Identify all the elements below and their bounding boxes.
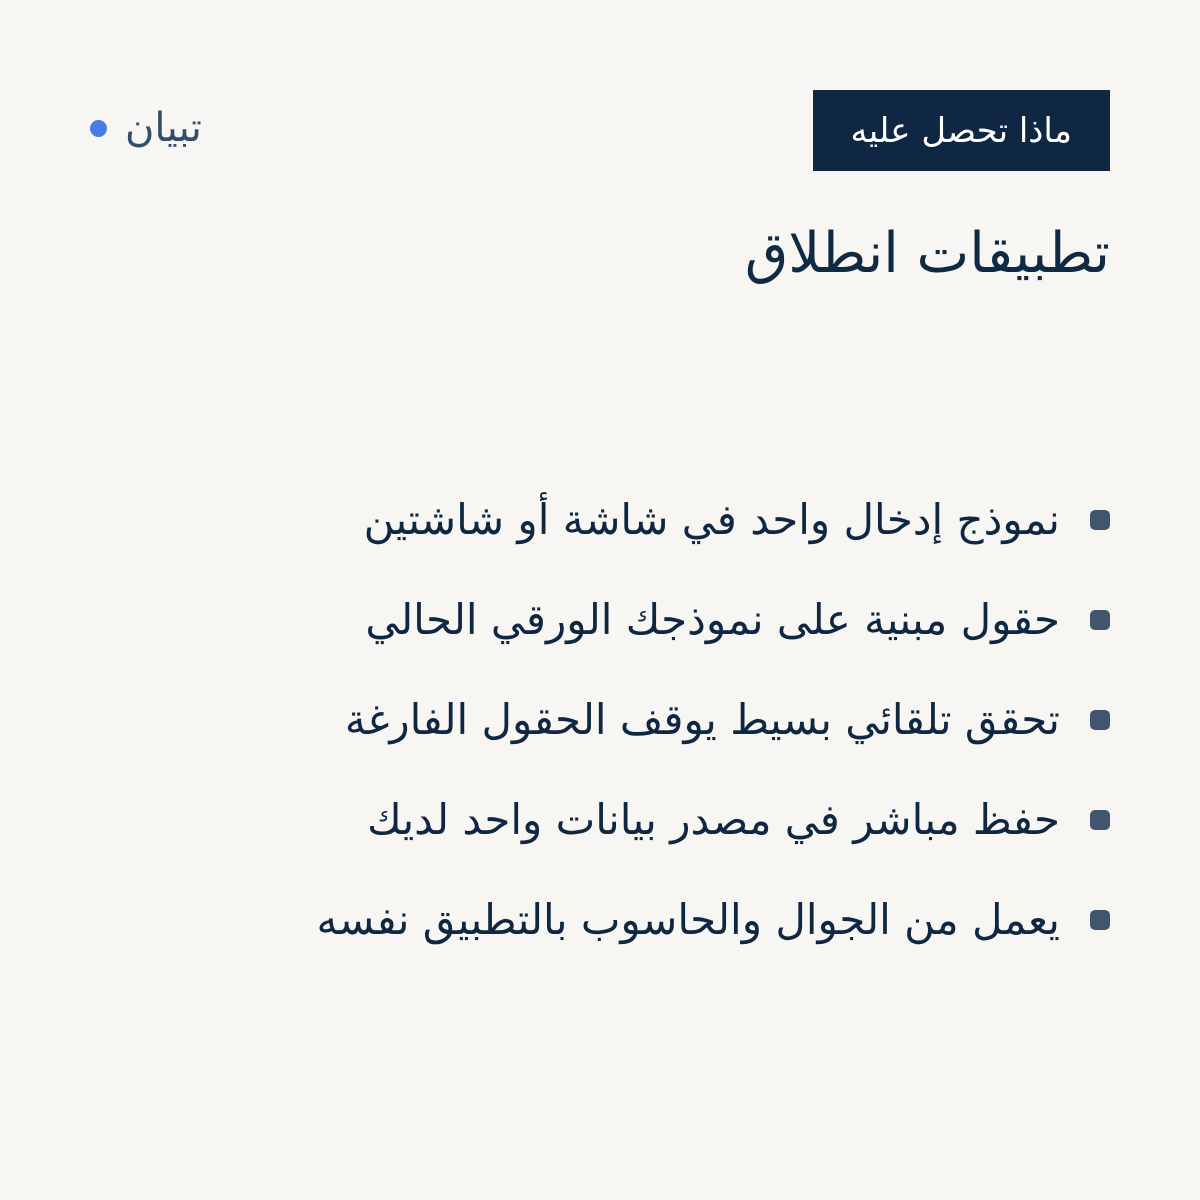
dot-icon	[90, 120, 107, 137]
feature-item	[90, 570, 1110, 670]
square-bullet-icon	[1090, 810, 1110, 830]
brand	[90, 105, 202, 151]
section-badge	[813, 90, 1110, 171]
feature-text: تحقق تلقائي بسيط يوقف الحقول الفارغة	[344, 694, 1060, 744]
feature-text: حفظ مباشر في مصدر بيانات واحد لديك	[367, 794, 1060, 844]
feature-text: يعمل من الجوال والحاسوب بالتطبيق نفسه	[316, 894, 1060, 944]
feature-item	[90, 670, 1110, 770]
square-bullet-icon	[1090, 610, 1110, 630]
square-bullet-icon	[1090, 910, 1110, 930]
square-bullet-icon	[1090, 710, 1110, 730]
feature-item	[90, 470, 1110, 570]
brand-name: تبيان	[125, 105, 202, 151]
feature-text: حقول مبنية على نموذجك الورقي الحالي	[365, 594, 1060, 644]
feature-list	[90, 470, 1110, 970]
feature-text: نموذج إدخال واحد في شاشة أو شاشتين	[363, 494, 1060, 544]
square-bullet-icon	[1090, 510, 1110, 530]
feature-item	[90, 870, 1110, 970]
section-badge-label: ماذا تحصل عليه	[850, 110, 1072, 151]
page-title: تطبيقات انطلاق	[744, 221, 1110, 286]
feature-item	[90, 770, 1110, 870]
